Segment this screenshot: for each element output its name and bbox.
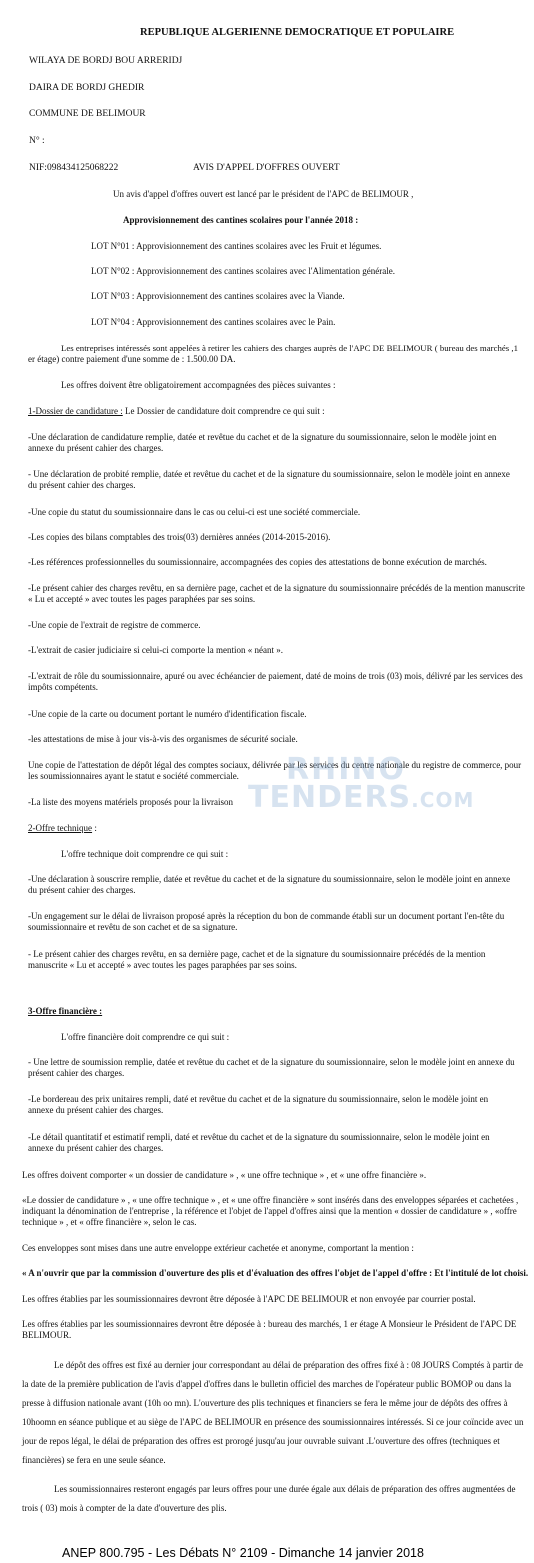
section-3-title: 3-Offre financière : [28,1006,103,1016]
lot-item: LOT N°04 : Approvisionnement des cantines scolaires avec le Pain. [91,317,336,327]
list-item: -L'extrait de rôle du soumissionnaire, apuré ou avec échéancier de paiement, daté de moins de trois (03) mois, délivré par les services des [28,671,523,681]
list-item: manuscrite « Lu et accepté » avec toutes les pages paraphées par ses soins. [28,960,297,970]
list-item: -les attestations de mise à jour vis-à-vis des organismes de sécurité sociale. [28,734,298,744]
list-item: - Une déclaration de probité remplie, datée et revêtue du cachet et de la signature du soumissionnaire, selon le modèle joint en annexe [28,469,510,479]
depot-paragraph-line: presse à diffusion nationale avant (10h oo mn). L'ouverture des plis techniques et financiers se fera le même jour de dépôts des offres à [22,1398,508,1408]
comporter-paragraph: Les offres doivent comporter « un dossier de candidature » , « une offre technique » , et « une offre financière ». [22,1170,427,1180]
section-2-heading [28,823,97,834]
republic-heading: REPUBLIQUE ALGERIENNE DEMOCRATIQUE ET POPULAIRE [140,27,455,38]
depot-paragraph-line: 10hoomn en séance publique et au siège de l'APC de BELIMOUR en présence des soumissionnaires intéressés. Si ce jour coïncide avec un [22,1417,524,1427]
list-item: annexe du présent cahier des charges. [28,1105,164,1115]
avis-title: AVIS D'APPEL D'OFFRES OUVERT [193,163,340,173]
retirer-paragraph-line: er étage) contre paiement d'une somme de : 1.500.00 DA. [28,354,236,364]
intro-line: Un avis d'appel d'offres ouvert est lancé par le président de l'APC de BELIMOUR , [113,189,414,199]
list-item: -L'extrait de casier judiciaire si celui-ci comporte la mention « néant ». [28,645,284,655]
list-item: -La liste des moyens matériels proposés pour la livraison [28,797,233,807]
enveloppes-paragraph-line: «Le dossier de candidature » , « une offre technique » , et « une offre financière » sont insérés dans des enveloppes séparées et cachetées , [22,1195,519,1205]
list-item: -Une déclaration de candidature remplie, datée et revêtue du cachet et de la signature du soumissionnaire, selon le modèle joint en [28,432,497,442]
list-item: -Une déclaration à souscrire remplie, datée et revêtue du cachet et de la signature du soumissionnaire, selon le modèle joint en annexe [28,874,511,884]
lot-item: LOT N°02 : Approvisionnement des cantines scolaires avec l'Alimentation générale. [91,266,395,276]
list-item: présent cahier des charges. [28,1068,125,1078]
list-item: -Les références professionnelles du soumissionnaire, accompagnées des copies des attestations de bonne exécution de marchés. [28,557,487,567]
section-3-intro: L'offre financière doit comprendre ce qui suit : [61,1032,230,1042]
list-item: annexe du présent cahier des charges. [28,1143,164,1153]
deposee-paragraph: Les offres établies par les soumissionnaires devront être déposée à l'APC DE BELIMOUR et non envoyée par courrier postal. [22,1294,476,1304]
list-item: soumissionnaire et revêtu de son cachet et de sa signature. [28,922,238,932]
lot-item: LOT N°03 : Approvisionnement des cantines scolaires avec la Viande. [91,291,345,301]
deposee2-paragraph-line: BELIMOUR. [22,1330,72,1340]
section-1-heading [28,406,325,417]
list-item: -Un engagement sur le délai de livraison proposé après la réception du bon de commande établi sur un document portant l'en-tête du [28,911,505,921]
enveloppes-paragraph-line: technique » , et « offre financière », selon le cas. [22,1217,197,1227]
list-item: -Le présent cahier des charges revêtu, en sa dernière page, cachet et de la signature du soumissionnaire précédés de la mention manuscrite [28,583,525,593]
retirer-paragraph-line: Les entreprises intéressés sont appelées à retirer les cahiers des charges auprès de l'APC DE BELIMOUR ( bureau des marchés ,1 [61,343,518,353]
list-item: -Une copie de l'extrait de registre de commerce. [28,620,201,630]
nif-label: NIF:098434125068222 [29,163,119,173]
commune-label: COMMUNE DE BELIMOUR [29,109,146,119]
engages-paragraph-line: trois ( 03) mois à compter de la date d'ouverture des plis. [22,1503,227,1513]
list-item: -Une copie de la carte ou document portant le numéro d'identification fiscale. [28,709,307,719]
nouvrir-mention: « A n'ouvrir que par la commission d'ouverture des plis et d'évaluation des offres l'objet de l'appel d'offre : Et l'intitulé de lot choisi. [22,1268,529,1278]
list-item: « Lu et accepté » avec toutes les pages paraphées par ses soins. [28,594,256,604]
list-item: impôts compétents. [28,682,98,692]
list-item: -Le bordereau des prix unitaires rempli, daté et revêtue du cachet et de la signature du soumissionnaire, selon le modèle joint en [28,1094,489,1104]
depot-paragraph-line: jour de repos légal, le délai de préparation des offres est prorogé jusqu'au jour ouvrable suivant .L'ouverture des offres (techniques et [22,1436,500,1446]
enveloppes-paragraph-line: indiquant la dénomination de l'entreprise , la référence et l'objet de l'appel d'offres ainsi que la mention « dossier de candidature » , «offre [22,1206,517,1216]
section-2-colon: : [92,823,97,833]
rhinotenders-watermark [248,752,475,815]
deposee2-paragraph-line: Les offres établies par les soumissionnaires devront être déposée à : bureau des marchés, 1 er étage A Monsieur le Président de l'APC DE [22,1319,517,1329]
section-2-title: 2-Offre technique [28,823,93,833]
daira-label: DAIRA DE BORDJ GHEDIR [29,83,145,93]
section-2-intro: L'offre technique doit comprendre ce qui suit : [61,849,229,859]
list-item: Une copie de l'attestation de dépôt légal des comptes sociaux, délivrée par les services du centre nationale du registre de commerce, pour [28,760,522,770]
wilaya-label: WILAYA DE BORDJ BOU ARRERIDJ [29,56,183,66]
list-item: -Le détail quantitatif et estimatif rempli, daté et revêtue du cachet et de la signature du soumissionnaire, selon le modèle joint en [28,1132,490,1142]
numero-label: N° : [29,136,45,146]
list-item: - Une lettre de soumission remplie, datée et revêtue du cachet et de la signature du soumissionnaire, selon le modèle joint en annexe du [28,1057,515,1067]
list-item: -Une copie du statut du soumissionnaire dans le cas ou celui-ci est une société commerciale. [28,507,361,517]
lot-item: LOT N°01 : Approvisionnement des cantines scolaires avec les Fruit et légumes. [91,241,382,251]
list-item: - Le présent cahier des charges revêtu, en sa dernière page, cachet et de la signature du soumissionnaire précédés de la mention [28,949,486,959]
watermark-bottom-word: TENDERS [248,780,412,815]
watermark-suffix: .COM [411,788,475,812]
watermark-top-text: RHINO [286,752,406,787]
list-item: du présent cahier des charges. [28,885,136,895]
publication-footer [0,1544,534,1563]
subject-line: Approvisionnement des cantines scolaires pour l'année 2018 : [123,215,359,225]
engages-paragraph-line: Les soumissionnaires resteront engagés par leurs offres pour une durée égale aux délais de préparation des offres augmentées de [54,1484,516,1494]
depot-paragraph-line: financières) se fera en une seule séance. [22,1455,166,1465]
list-item: -Les copies des bilans comptables des trois(03) dernières années (2014-2015-2016). [28,532,331,542]
list-item: les soumissionnaires ayant le statut e société commerciale. [28,771,239,781]
section-1-title: 1-Dossier de candidature : [28,406,123,416]
list-item: du présent cahier des charges. [28,480,136,490]
depot-paragraph-line: la date de la première publication de l'avis d'appel d'offres dans le bulletin officiel des marches de l'opérateur public BOMOP ou dans la [22,1379,512,1389]
list-item: annexe du présent cahier des charges. [28,443,164,453]
watermark-bottom-text [248,780,474,815]
footer-text: ANEP 800.795 - Les Débats N° 2109 - Dimanche 14 janvier 2018 [62,1546,424,1560]
depot-paragraph-line: Le dépôt des offres est fixé au dernier jour correspondant au délai de préparation des offres fixé à : 08 JOURS Comptés à partir de [54,1360,524,1370]
pieces-paragraph: Les offres doivent être obligatoirement accompagnées des pièces suivantes : [61,380,336,390]
section-1-intro: Le Dossier de candidature doit comprendre ce qui suit : [122,406,325,416]
exterieur-paragraph: Ces enveloppes sont mises dans une autre enveloppe extérieur cachetée et anonyme, comportant la mention : [22,1243,414,1253]
